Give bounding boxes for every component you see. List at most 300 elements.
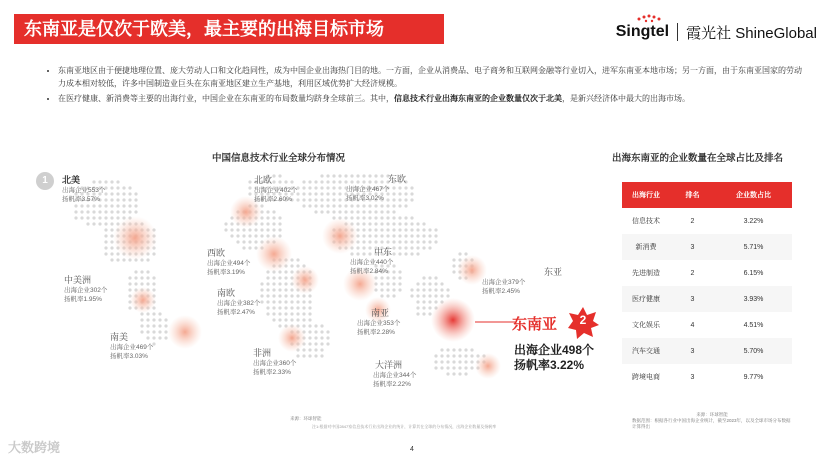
map-dot [470, 360, 473, 363]
map-dot [344, 204, 347, 207]
map-dot [272, 312, 275, 315]
map-dot [284, 312, 287, 315]
map-dot [458, 366, 461, 369]
map-dot [104, 246, 107, 249]
map-dot [260, 234, 263, 237]
map-dot [398, 270, 401, 273]
logo-group [616, 18, 817, 46]
map-dot [110, 204, 113, 207]
map-dot [290, 300, 293, 303]
map-dot [230, 222, 233, 225]
map-dot [110, 246, 113, 249]
map-dot [272, 288, 275, 291]
map-dot [308, 186, 311, 189]
map-dot [428, 300, 431, 303]
map-dot [374, 228, 377, 231]
map-dot [116, 186, 119, 189]
map-dot [104, 240, 107, 243]
map-dot [272, 276, 275, 279]
region-south-america: 南美 出海企业469个 扬帆率3.03% [110, 332, 154, 360]
map-dot [284, 306, 287, 309]
glow-western-europe [256, 236, 292, 272]
map-dot [308, 300, 311, 303]
map-dot [410, 294, 413, 297]
map-dot [320, 330, 323, 333]
cell-share: 5.70% [743, 347, 764, 355]
map-dot [392, 282, 395, 285]
map-dot [338, 186, 341, 189]
map-dot [308, 312, 311, 315]
map-dot [116, 180, 119, 183]
map-dot [260, 294, 263, 297]
map-dot [416, 252, 419, 255]
map-dot [428, 234, 431, 237]
map-dot [104, 228, 107, 231]
map-dot [308, 294, 311, 297]
map-dot [110, 180, 113, 183]
map-dot [278, 324, 281, 327]
map-dot [266, 288, 269, 291]
map-dot [464, 366, 467, 369]
cell-rank: 3 [690, 347, 695, 355]
map-dot [452, 270, 455, 273]
map-dot [428, 312, 431, 315]
map-dot [464, 354, 467, 357]
map-dot [464, 252, 467, 255]
map-dot [134, 282, 137, 285]
map-dot [98, 210, 101, 213]
map-dot [350, 204, 353, 207]
map-dot [308, 192, 311, 195]
map-dot [242, 234, 245, 237]
map-dot [380, 234, 383, 237]
map-dot [386, 282, 389, 285]
map-dot [410, 216, 413, 219]
map-dot [140, 270, 143, 273]
map-dot [404, 228, 407, 231]
map-dot [404, 246, 407, 249]
map-dot [422, 276, 425, 279]
map-dot [320, 342, 323, 345]
map-dot [230, 228, 233, 231]
map-dot [458, 354, 461, 357]
map-dot [296, 354, 299, 357]
map-dot [128, 204, 131, 207]
map-dot [248, 192, 251, 195]
map-dot [290, 306, 293, 309]
map-dot [362, 216, 365, 219]
map-dot [110, 210, 113, 213]
map-dot [128, 282, 131, 285]
map-dot [398, 234, 401, 237]
map-dot [368, 228, 371, 231]
cell-share: 3.93% [743, 295, 764, 303]
map-dot [308, 318, 311, 321]
map-dot [134, 210, 137, 213]
map-dot [350, 210, 353, 213]
map-dot [434, 240, 437, 243]
region-east-asia: 东亚 出海企业379个 扬帆率2.45% [482, 267, 563, 295]
map-dot [368, 204, 371, 207]
map-dot [284, 294, 287, 297]
map-dot [398, 252, 401, 255]
region-south-asia: 南亚 出海企业353个 扬帆率2.28% [357, 308, 401, 336]
map-dot [440, 288, 443, 291]
map-dot [134, 204, 137, 207]
map-dot [458, 372, 461, 375]
highlight-southeast-asia-stats: 出海企业498个 扬帆率3.22% [514, 343, 595, 372]
map-dot [308, 324, 311, 327]
map-dot [152, 282, 155, 285]
map-dot [308, 342, 311, 345]
map-dot [464, 348, 467, 351]
map-dot [164, 330, 167, 333]
map-dot [440, 366, 443, 369]
map-dot [140, 324, 143, 327]
map-dot [152, 312, 155, 315]
map-dot [326, 204, 329, 207]
map-dot [326, 192, 329, 195]
map-dot [308, 354, 311, 357]
region-eastern-europe: 东欧 出海企业467个 扬帆率3.02% [346, 174, 407, 202]
map-dot [440, 354, 443, 357]
cell-rank: 4 [690, 321, 695, 329]
map-dot [410, 228, 413, 231]
map-dot [290, 288, 293, 291]
map-dot [320, 336, 323, 339]
map-dot [440, 282, 443, 285]
map-dot [272, 306, 275, 309]
map-dot [410, 192, 413, 195]
map-dot [380, 240, 383, 243]
cell-industry: 新消费 [635, 244, 657, 251]
map-dot [386, 210, 389, 213]
map-dot [380, 288, 383, 291]
map-dot [266, 276, 269, 279]
map-dot [122, 192, 125, 195]
map-dot [386, 288, 389, 291]
map-dot [128, 198, 131, 201]
map-dot [386, 294, 389, 297]
map-dot [74, 204, 77, 207]
map-dot [332, 180, 335, 183]
map-dot [458, 360, 461, 363]
map-dot [452, 348, 455, 351]
cell-share: 5.71% [743, 243, 764, 251]
shineglobal-logo: 霞光社 ShineGlobal [686, 24, 817, 42]
map-dot [290, 294, 293, 297]
map-dot [272, 294, 275, 297]
map-dot [314, 180, 317, 183]
map-dot [398, 276, 401, 279]
singtel-logo: Singtel [616, 23, 669, 41]
map-note: 注1:根据对中国2847家信息技术行业出海企业的统计，计算其在全球的分布情况，出海企业数量及扬帆率 [312, 424, 497, 429]
cell-share: 9.77% [743, 373, 764, 381]
map-dot [416, 228, 419, 231]
map-dot [452, 264, 455, 267]
map-dot [416, 306, 419, 309]
map-dot [248, 240, 251, 243]
map-dot [116, 204, 119, 207]
map-dot [284, 288, 287, 291]
map-dot [422, 306, 425, 309]
map-dot [464, 360, 467, 363]
map-dot [128, 276, 131, 279]
map-dot [326, 198, 329, 201]
map-dot [434, 294, 437, 297]
map-dot [374, 234, 377, 237]
map-dot [314, 324, 317, 327]
map-dot [326, 336, 329, 339]
map-dot [110, 198, 113, 201]
cell-industry: 跨境电商 [632, 374, 660, 381]
map-dot [368, 210, 371, 213]
map-dot [416, 294, 419, 297]
map-dot [470, 354, 473, 357]
col-industry: 出海行业 [632, 192, 660, 199]
map-dot [434, 288, 437, 291]
watermark: 大数跨境 [8, 440, 61, 455]
map-dot [284, 282, 287, 285]
map-dot [278, 288, 281, 291]
map-dot [314, 192, 317, 195]
map-dot [416, 222, 419, 225]
map-dot [428, 294, 431, 297]
map-dot [260, 222, 263, 225]
map-dot [242, 228, 245, 231]
map-dot [326, 210, 329, 213]
map-dot [410, 234, 413, 237]
map-dot [272, 222, 275, 225]
map-dot [266, 216, 269, 219]
map-dot [392, 276, 395, 279]
map-dot [86, 204, 89, 207]
page-title: 东南亚是仅次于欧美，最主要的出海目标市场 [14, 14, 444, 44]
bullet-2: • 在医疗健康、新消费等主要的出海行业，中国企业在东南亚的布局数量均跻身全球前三。其中，信息技术行业出海东南亚的企业数量仅次于北美，是新兴经济体中最大的出海市场。 [58, 92, 808, 105]
cell-industry: 汽车交通 [632, 348, 660, 355]
map-dot [128, 288, 131, 291]
map-dot [428, 240, 431, 243]
map-dot [452, 258, 455, 261]
map-dot [290, 312, 293, 315]
map-dot [392, 234, 395, 237]
map-dot [422, 234, 425, 237]
map-dot [260, 228, 263, 231]
map-dot [308, 198, 311, 201]
map-dot [260, 282, 263, 285]
map-dot [350, 216, 353, 219]
map-dot [302, 186, 305, 189]
map-dot [158, 324, 161, 327]
map-dot [272, 282, 275, 285]
map-dot [134, 276, 137, 279]
map-dot [116, 198, 119, 201]
map-dot [362, 222, 365, 225]
bullet-1: • 东南亚地区由于便捷地理位置、庞大劳动人口和文化趋同性，成为中国企业出海热门目的地。一方面，企业从消费品、电子商务和互联网金融等行业切入，进军东南亚本地市场；另一方面，由于东南亚国家的劳动力成本相对较低，许多中国制造业巨头在东南亚地区建立生产基地，利用区域优势扩大经济规模。 [58, 64, 808, 90]
map-dot [356, 222, 359, 225]
map-dot [158, 318, 161, 321]
map-dot [422, 228, 425, 231]
map-dot [404, 216, 407, 219]
map-dot [110, 228, 113, 231]
map-dot [332, 192, 335, 195]
map-dot [314, 342, 317, 345]
map-dot [164, 336, 167, 339]
cell-rank: 2 [690, 269, 695, 277]
singtel-dots-icon [636, 13, 666, 23]
map-dot [452, 366, 455, 369]
map-dot [254, 228, 257, 231]
map-dot [320, 198, 323, 201]
map-dot [296, 264, 299, 267]
map-dot [254, 234, 257, 237]
map-dot [278, 294, 281, 297]
glow-southern-europe [291, 266, 319, 294]
map-dot [422, 288, 425, 291]
map-dot [356, 210, 359, 213]
map-dot [122, 198, 125, 201]
map-dot [116, 192, 119, 195]
map-dot [416, 300, 419, 303]
map-dot [278, 306, 281, 309]
map-dot [302, 300, 305, 303]
table-row [622, 260, 792, 286]
map-dot [266, 228, 269, 231]
map-dot [284, 318, 287, 321]
map-dot [368, 216, 371, 219]
map-dot [428, 228, 431, 231]
map-dot [146, 324, 149, 327]
map-dot [224, 228, 227, 231]
map-dot [416, 240, 419, 243]
map-title: 中国信息技术行业全球分布情况 [212, 153, 346, 164]
map-dot [410, 222, 413, 225]
map-dot [146, 312, 149, 315]
map-dot [110, 252, 113, 255]
table-row [622, 312, 792, 338]
map-dot [356, 204, 359, 207]
map-dot [446, 348, 449, 351]
map-dot [80, 204, 83, 207]
region-oceania: 大洋洲 出海企业344个 扬帆率2.22% [373, 360, 417, 388]
map-dot [278, 222, 281, 225]
map-dot [344, 210, 347, 213]
map-dot [398, 222, 401, 225]
map-dot [302, 354, 305, 357]
map-dot [308, 306, 311, 309]
map-dot [146, 282, 149, 285]
map-dot [398, 288, 401, 291]
map-dot [134, 270, 137, 273]
map-dot [302, 198, 305, 201]
map-dot [122, 210, 125, 213]
map-dot [410, 198, 413, 201]
col-share: 企业数占比 [736, 192, 771, 199]
map-dot [116, 210, 119, 213]
map-dot [386, 204, 389, 207]
map-dot [452, 372, 455, 375]
map-dot [284, 300, 287, 303]
map-dot [428, 288, 431, 291]
map-dot [380, 276, 383, 279]
map-dot [320, 180, 323, 183]
map-dot [104, 210, 107, 213]
map-dot [404, 222, 407, 225]
map-dot [92, 210, 95, 213]
table-row [622, 234, 792, 260]
map-dot [116, 258, 119, 261]
map-dot [464, 372, 467, 375]
map-dot [428, 306, 431, 309]
region-northern-europe: 北欧 出海企业402个 扬帆率2.60% [254, 175, 298, 203]
map-dot [236, 240, 239, 243]
glow-southeast-asia [431, 298, 475, 342]
map-dot [374, 210, 377, 213]
map-dot [428, 246, 431, 249]
map-dot [302, 204, 305, 207]
map-dot [416, 312, 419, 315]
map-dot [386, 240, 389, 243]
map-dot [230, 234, 233, 237]
map-dot [356, 216, 359, 219]
map-dot [338, 198, 341, 201]
map-dot [386, 276, 389, 279]
map-dot [380, 222, 383, 225]
map-dot [398, 246, 401, 249]
map-dot [164, 324, 167, 327]
map-dot [272, 300, 275, 303]
map-dot [152, 252, 155, 255]
map-dot [248, 186, 251, 189]
map-dot [308, 336, 311, 339]
map-dot [110, 216, 113, 219]
map-dot [446, 294, 449, 297]
map-dot [140, 276, 143, 279]
map-dot [98, 216, 101, 219]
map-dot [416, 288, 419, 291]
map-dot [98, 222, 101, 225]
map-dot [104, 252, 107, 255]
map-dot [374, 216, 377, 219]
map-dot [332, 204, 335, 207]
map-dot [278, 216, 281, 219]
map-dot [122, 258, 125, 261]
map-dot [422, 282, 425, 285]
rank-badge-southeast-asia: 2 [579, 313, 587, 327]
cell-share: 4.51% [743, 321, 764, 329]
map-dot [368, 234, 371, 237]
map-dot [284, 270, 287, 273]
region-africa: 非洲 出海企业360个 扬帆率2.33% [253, 348, 297, 376]
cell-industry: 先进制造 [632, 270, 660, 277]
map-dot [296, 300, 299, 303]
map-dot [278, 312, 281, 315]
map-dot [272, 228, 275, 231]
map-dot [470, 348, 473, 351]
map-dot [104, 222, 107, 225]
map-dot [332, 174, 335, 177]
map-dot [386, 216, 389, 219]
cell-share: 6.15% [743, 269, 764, 277]
map-dot [326, 186, 329, 189]
map-dot [458, 252, 461, 255]
map-dot [314, 198, 317, 201]
map-dot [152, 276, 155, 279]
map-dot [266, 222, 269, 225]
map-dot [422, 246, 425, 249]
map-dot [320, 348, 323, 351]
map-dot [374, 240, 377, 243]
